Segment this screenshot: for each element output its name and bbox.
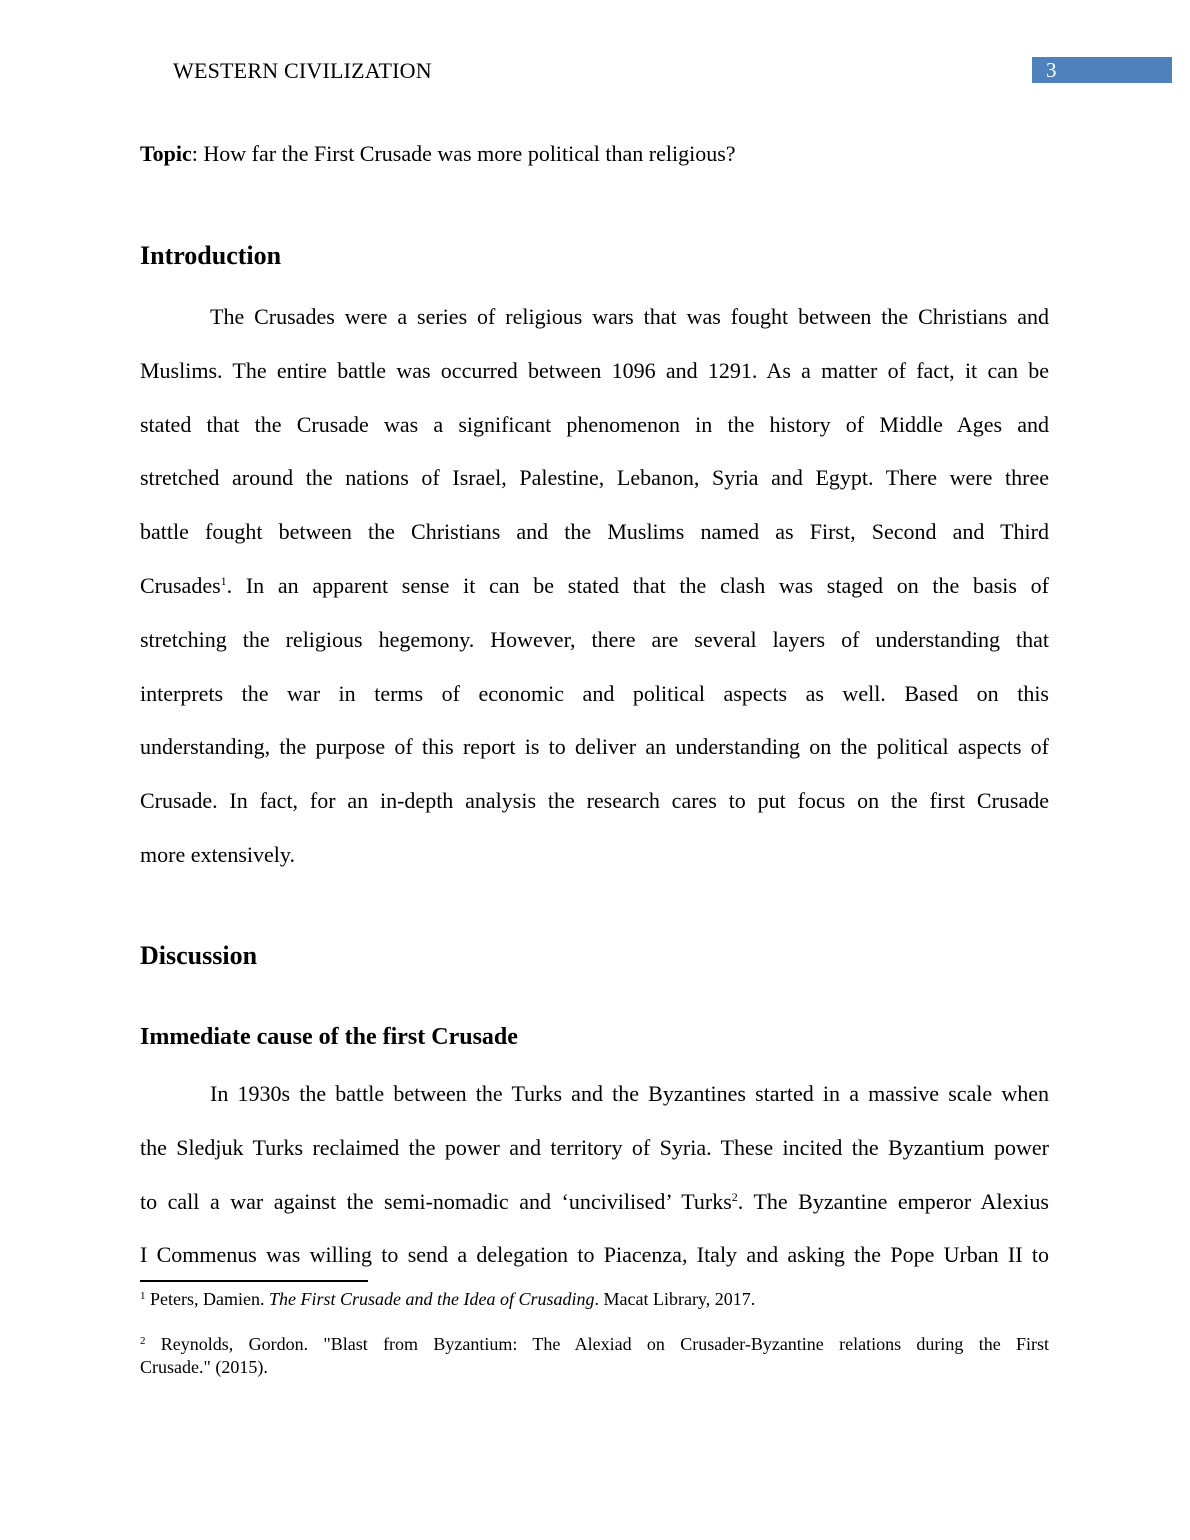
footnote-ref-1[interactable]: 1 (220, 573, 227, 588)
footnote-line (140, 1333, 1049, 1356)
immediate-cause-subheading: Immediate cause of the first Crusade (140, 1024, 518, 1050)
paragraph-line: Muslims. The entire battle was occurred between 1096 and 1291. As a matter of fact, it can be (140, 357, 1049, 383)
footnote-1 (140, 1288, 1049, 1311)
page-number: 3 (1046, 58, 1057, 82)
paragraph-line (140, 1188, 1049, 1242)
topic-label: Topic (140, 141, 192, 166)
footnote-text: Reynolds, Gordon. "Blast from Byzantium: The Alexiad on Crusader-Byzantine relations during the First (145, 1334, 1049, 1354)
paragraph-line: In 1930s the battle between the Turks and the Byzantines started in a massive scale when (210, 1081, 1049, 1106)
footnote-number: 2 (140, 1335, 146, 1347)
topic-line (140, 141, 736, 167)
footnote-line: Crusade." (2015). (140, 1357, 268, 1377)
paragraph-line: stated that the Crusade was a significant phenomenon in the history of Middle Ages and (140, 411, 1049, 437)
paragraph-line: Crusade. In fact, for an in-depth analysis the research cares to put focus on the first Crusade (140, 788, 1049, 814)
paragraph-line: battle fought between the Christians and the Muslims named as First, Second and Third (140, 519, 1049, 545)
footnote-line (140, 1288, 1049, 1311)
introduction-heading: Introduction (140, 241, 282, 270)
line-rest: . In an apparent sense it can be stated that the clash was staged on the basis of (226, 572, 1049, 598)
running-header-title: WESTERN CIVILIZATION (173, 58, 432, 83)
footnote-title: The First Crusade and the Idea of Crusading (268, 1289, 595, 1309)
discussion-heading: Discussion (140, 941, 258, 970)
footnote-number: 1 (140, 1290, 146, 1302)
footnote-rest: . Macat Library, 2017. (594, 1289, 756, 1309)
footnote-ref-2[interactable]: 2 (731, 1189, 738, 1204)
introduction-paragraph (140, 303, 1049, 895)
paragraph-line: the Sledjuk Turks reclaimed the power and territory of Syria. These incited the Byzantium power (140, 1134, 1049, 1160)
footnote-2 (140, 1333, 1049, 1379)
paragraph-line (140, 572, 1049, 626)
discussion-paragraph (140, 1080, 1049, 1295)
crusades-word: Crusades (140, 572, 221, 598)
paragraph-line: stretched around the nations of Israel, Palestine, Lebanon, Syria and Egypt. There were three (140, 465, 1049, 491)
paragraph-line: I Commenus was willing to send a delegation to Piacenza, Italy and asking the Pope Urban II to (140, 1242, 1049, 1268)
line-start: to call a war against the semi-nomadic and ‘uncivilised’ Turks (140, 1188, 732, 1214)
paragraph-line: understanding, the purpose of this report is to deliver an understanding on the political aspects of (140, 734, 1049, 760)
line-rest: . The Byzantine emperor Alexius (737, 1188, 1049, 1214)
page-number-badge (1032, 57, 1172, 83)
paragraph-line: interprets the war in terms of economic and political aspects as well. Based on this (140, 680, 1049, 706)
topic-text: : How far the First Crusade was more political than religious? (191, 141, 736, 166)
paragraph-line: more extensively. (140, 841, 295, 867)
footnote-separator (140, 1280, 368, 1282)
paragraph-line: The Crusades were a series of religious wars that was fought between the Christians and (210, 304, 1049, 329)
paragraph-line: stretching the religious hegemony. However, there are several layers of understanding that (140, 626, 1049, 652)
footnote-author: Peters, Damien. (145, 1289, 269, 1309)
